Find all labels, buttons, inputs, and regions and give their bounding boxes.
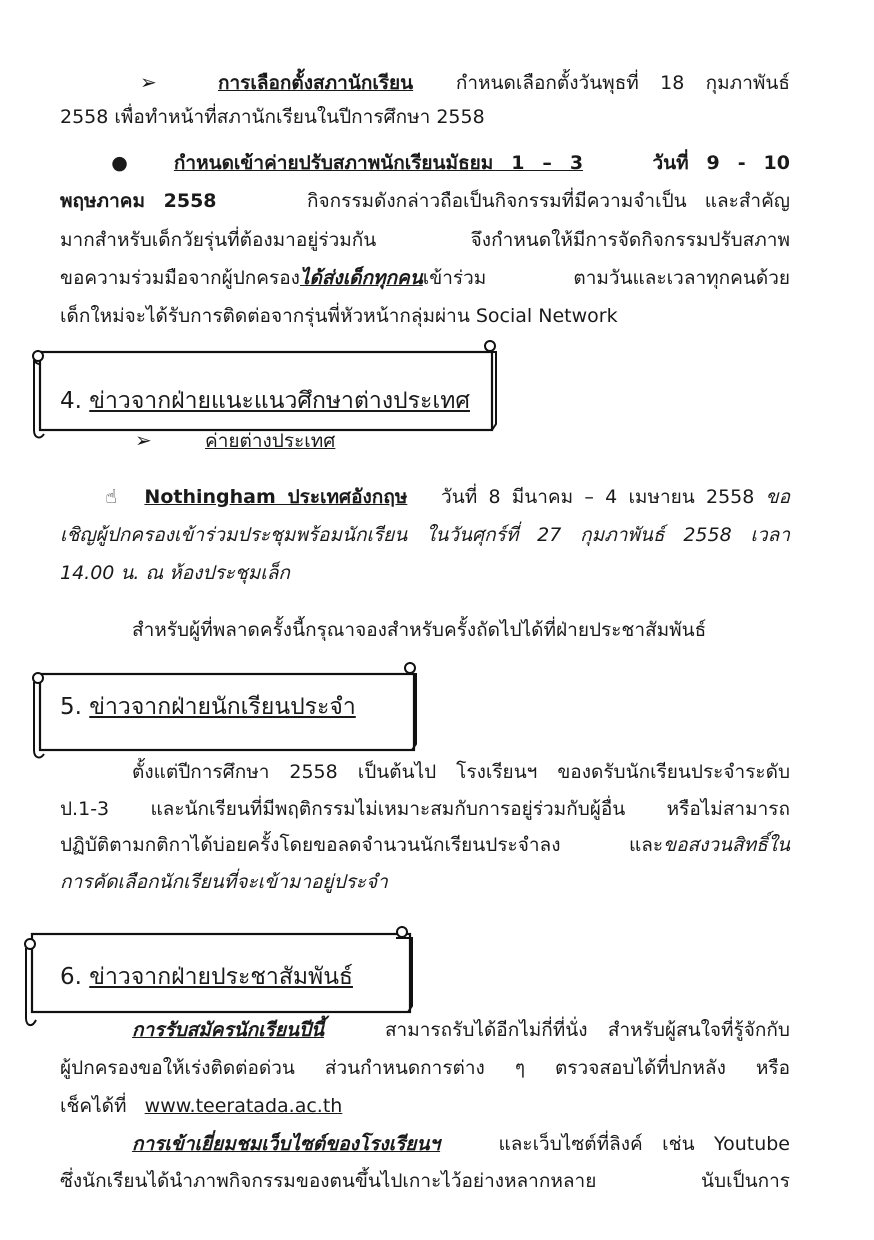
visit-title: การเข้าเยี่ยมชมเว็บไซต์ของโรงเรียนฯ — [132, 1133, 441, 1155]
camp-title: กำหนดเข้าค่ายปรับสภาพนักเรียนมัธยม 1 – 3 — [173, 152, 584, 174]
section-5-number: 5. — [60, 694, 82, 720]
camp-text: กิจกรรมดังกล่าวถือเป็นกิจกรรมที่มีความจำเป็น และสำคัญ — [306, 190, 790, 212]
section-5-line-3a: ปฏิบัติตามกติกาได้บ่อยครั้งโดยขอลดจำนวนนักเรียนประจำลง และ — [60, 834, 664, 856]
round-bullet-icon: ● — [100, 152, 140, 174]
camp-month: พฤษภาคม 2558 — [60, 190, 217, 212]
overseas-camp-title: ค่ายต่างประเทศ — [205, 430, 336, 452]
section-5-line-3i: ขอสงวนสิทธิ์ใน — [663, 834, 790, 856]
camp-line-3: มากสำหรับเด็กวัยรุ่นที่ต้องมาอยู่ร่วมกัน จึงกำหนดให้มีการจัดกิจกรรมปรับสภาพ — [60, 229, 790, 251]
visit-text: และเว็บไซต์ที่ลิงค์ เช่น Youtube — [498, 1133, 790, 1155]
section-5-line-2: ป.1-3 และนักเรียนที่มีพฤติกรรมไม่เหมาะสมกับการอยู่ร่วมกับผู้อื่น หรือไม่สามารถ — [60, 798, 790, 820]
program-invite-start: ขอ — [765, 486, 790, 508]
camp-line-2 — [60, 185, 790, 218]
section-4-line-3: 14.00 น. ณ ห้องประชุมเล็ก — [60, 562, 290, 584]
camp-line-4 — [60, 262, 790, 295]
section-6-line-1 — [132, 1014, 790, 1047]
program-title: Nothingham ประเทศอังกฤษ — [144, 486, 408, 508]
section-4-heading: ข่าวจากฝ่ายแนะแนวศึกษาต่างประเทศ — [89, 388, 470, 414]
section-6-line-5: ซึ่งนักเรียนได้นำภาพกิจกรรมของตนขึ้นไปเกาะไว้อย่างหลากหลาย นับเป็นการ — [60, 1170, 790, 1192]
election-line-2: 2558 เพื่อทำหน้าที่สภานักเรียนในปีการศึกษา 2558 — [60, 106, 485, 128]
section-5-line-3 — [60, 829, 790, 862]
camp-line-4b: เข้าร่วม ตามวันและเวลาทุกคนด้วย — [422, 267, 790, 289]
section-5-line-4: การคัดเลือกนักเรียนที่จะเข้ามาอยู่ประจำ — [60, 871, 388, 893]
section-6-line-4 — [132, 1128, 790, 1161]
camp-emphasis: ได้ส่งเด็กทุกคน — [299, 267, 423, 289]
enroll-title: การรับสมัครนักเรียนปีนี้ — [132, 1019, 325, 1041]
section-6-number: 6. — [60, 964, 82, 990]
section-5-title — [60, 692, 356, 722]
arrow-bullet-icon: ➢ — [140, 70, 157, 94]
election-line-1 — [60, 66, 790, 100]
election-title: การเลือกตั้งสภานักเรียน — [218, 72, 414, 94]
section-5-banner — [30, 660, 420, 762]
program-dates: วันที่ 8 มีนาคม – 4 เมษายน 2558 — [441, 486, 755, 508]
section-4-subheading — [135, 424, 535, 458]
school-website-link[interactable]: www.teeratada.ac.th — [144, 1095, 343, 1117]
camp-date: วันที่ 9 - 10 — [652, 152, 790, 174]
camp-line-1 — [60, 147, 790, 180]
section-4-title — [60, 386, 470, 416]
section-4-line-4: สำหรับผู้ที่พลาดครั้งนี้กรุณาจองสำหรับครั้งถัดไปได้ที่ฝ่ายประชาสัมพันธ์ — [132, 619, 707, 641]
pointing-hand-icon: ☝ — [100, 486, 122, 508]
check-at-label: เช็คได้ที่ — [60, 1095, 127, 1117]
election-text: กำหนดเลือกตั้งวันพุธที่ 18 กุมภาพันธ์ — [455, 72, 790, 94]
section-6-banner — [22, 920, 417, 1028]
section-6-heading: ข่าวจากฝ่ายประชาสัมพันธ์ — [89, 964, 353, 990]
section-6-title — [60, 962, 353, 992]
camp-line-5: เด็กใหม่จะได้รับการติดต่อจากรุ่นพี่หัวหน้ากลุ่มผ่าน Social Network — [60, 305, 618, 327]
section-6-line-2: ผู้ปกครองขอให้เร่งติดต่อด่วน ส่วนกำหนดการต่าง ๆ ตรวจสอบได้ที่ปกหลัง หรือ — [60, 1057, 790, 1079]
section-4-line-2: เชิญผู้ปกครองเข้าร่วมประชุมพร้อมนักเรียน ในวันศุกร์ที่ 27 กุมภาพันธ์ 2558 เวลา — [60, 524, 790, 546]
section-6-line-3 — [60, 1090, 790, 1123]
camp-line-4a: ขอความร่วมมือจากผู้ปกครอง — [60, 267, 300, 289]
arrow-bullet-icon: ➢ — [135, 428, 152, 452]
enroll-text: สามารถรับได้อีกไม่กี่ที่นั่ง สำหรับผู้สนใจที่รู้จักกับ — [384, 1019, 790, 1041]
section-4-number: 4. — [60, 388, 82, 414]
section-5-line-1: ตั้งแต่ปีการศึกษา 2558 เป็นต้นไป โรงเรียนฯ ของดรับนักเรียนประจำระดับ — [132, 761, 790, 783]
section-4-line-1 — [60, 481, 790, 514]
section-5-heading: ข่าวจากฝ่ายนักเรียนประจำ — [89, 694, 356, 720]
